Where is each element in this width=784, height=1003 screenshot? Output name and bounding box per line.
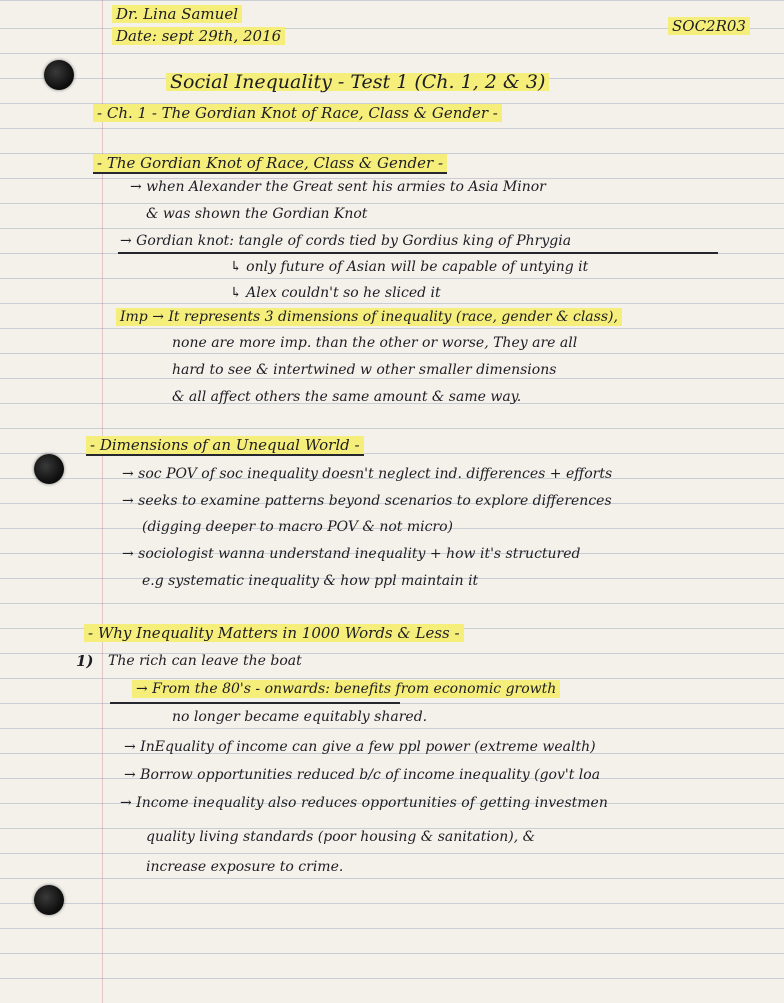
margin-line xyxy=(102,0,103,1003)
note-line: → InEquality of income can give a few ppl power (extreme wealth) xyxy=(124,739,596,755)
section-heading-gordian-knot: - The Gordian Knot of Race, Class & Gender - xyxy=(93,154,447,174)
note-line: quality living standards (poor housing & sanitation), & xyxy=(146,829,536,845)
section-heading-dimensions: - Dimensions of an Unequal World - xyxy=(86,436,364,456)
binder-hole xyxy=(34,454,64,484)
note-line-importance: Imp → It represents 3 dimensions of inequality (race, gender & class), xyxy=(116,308,622,326)
section-heading-why-inequality: - Why Inequality Matters in 1000 Words & Less - xyxy=(84,624,464,642)
note-line: none are more imp. than the other or worse, They are all xyxy=(172,335,578,351)
binder-hole xyxy=(34,885,64,915)
note-line: → seeks to examine patterns beyond scenarios to explore differences xyxy=(122,493,612,509)
note-line: → Income inequality also reduces opportunities of getting investmen xyxy=(120,795,608,811)
note-line: The rich can leave the boat xyxy=(108,653,302,669)
page-title: Social Inequality - Test 1 (Ch. 1, 2 & 3) xyxy=(166,73,549,91)
note-line: no longer became equitably shared. xyxy=(172,709,428,725)
note-line: → soc POV of soc inequality doesn't neglect ind. differences + efforts xyxy=(122,466,613,482)
note-line: ↳ Alex couldn't so he sliced it xyxy=(230,285,441,301)
list-number: 1) xyxy=(76,652,94,670)
course-code: SOC2R03 xyxy=(668,17,750,35)
note-line: hard to see & intertwined w other smaller dimensions xyxy=(172,362,557,378)
note-line: e.g systematic inequality & how ppl maintain it xyxy=(142,573,479,589)
underline-stroke xyxy=(110,702,400,704)
note-line-definition: → Gordian knot: tangle of cords tied by Gordius king of Phrygia xyxy=(120,233,572,249)
note-date: Date: sept 29th, 2016 xyxy=(112,27,285,45)
binder-hole xyxy=(44,60,74,90)
author-name: Dr. Lina Samuel xyxy=(112,5,242,23)
note-line: (digging deeper to macro POV & not micro) xyxy=(142,519,454,535)
note-line: → Borrow opportunities reduced b/c of income inequality (gov't loa xyxy=(124,767,601,783)
note-line: increase exposure to crime. xyxy=(146,859,344,875)
note-line: & was shown the Gordian Knot xyxy=(146,206,368,222)
note-line: & all affect others the same amount & same way. xyxy=(172,389,522,405)
note-line: → sociologist wanna understand inequality + how it's structured xyxy=(122,546,581,562)
note-line: → From the 80's - onwards: benefits from economic growth xyxy=(132,680,560,698)
chapter-heading: - Ch. 1 - The Gordian Knot of Race, Class & Gender - xyxy=(93,104,502,122)
underline-stroke xyxy=(118,252,718,254)
note-line: → when Alexander the Great sent his armies to Asia Minor xyxy=(130,179,546,195)
note-line: ↳ only future of Asian will be capable of untying it xyxy=(230,259,589,275)
